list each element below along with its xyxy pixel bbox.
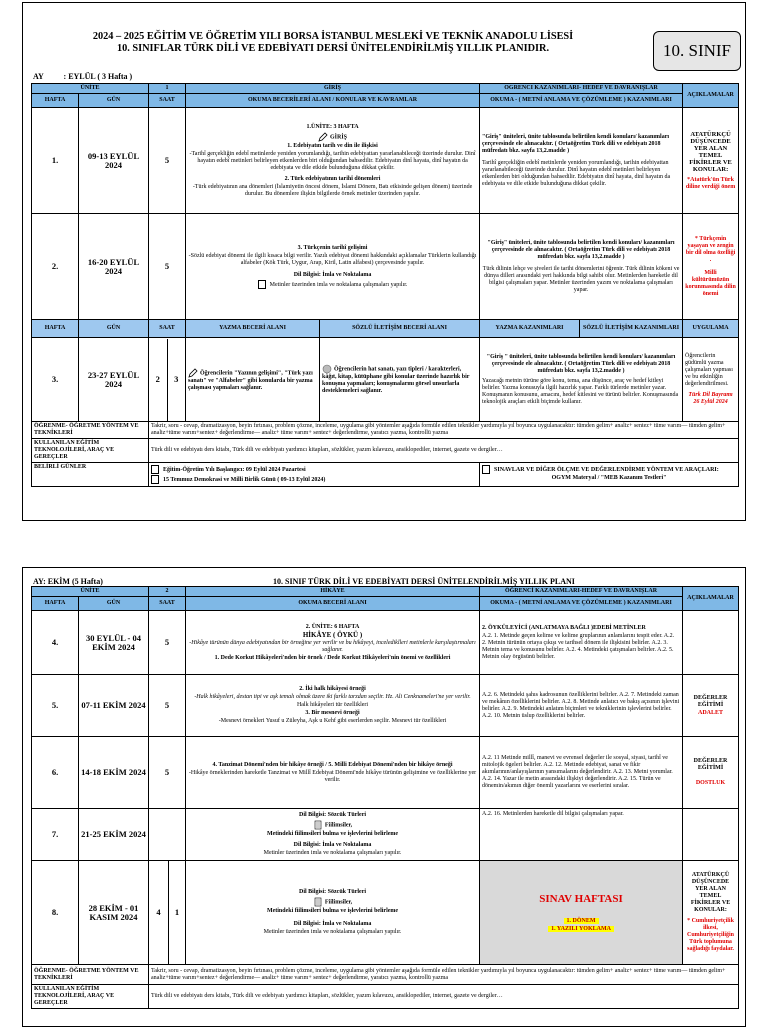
grammar-text: Metinler üzerinden imla ve noktalama çalışmaları yapılır. xyxy=(269,281,408,288)
pen-icon xyxy=(318,132,328,142)
sozlu-content xyxy=(320,338,480,422)
gun-header: GÜN xyxy=(79,320,149,338)
week-hours: 5 xyxy=(149,675,186,737)
topic-text: -Sözlü edebiyat dönemi ile ilgili kısaca bilgi verilir. Yazılı edebiyat dönemi hakkındaki açıklamalar Türklerin kullandığı alfabeler (Kök Türk, Uygur, Arap, Kiril, Latin alfabesi) çerçevesinde yapılır. xyxy=(188,252,477,266)
week-hours-2: 1 xyxy=(169,861,186,965)
hafta-header: HAFTA xyxy=(32,597,79,611)
method-text: Takrir, soru - cevap, dramatizasyon, beyin fırtınası, problem çözme, inceleme, uygulama gibi yöntemler aşağıda formüle edilen teknikler yardımıyla yıl boyunca uygulanacaktır: tümden gelim+ analiz+ sentez+ tüme varım— tümden gelim+ analiz+tüme varım+sentez+ değerlendirme— analiz+ tüme varım+ sentez+ değerlendirme, yaratıcı yazma, kontrollü yazma xyxy=(149,965,739,985)
month-label: AY: EKİM (5 Hafta) xyxy=(33,577,103,586)
grammar-title: Dil Bilgisi: İmla ve Noktalama xyxy=(293,921,372,927)
week-number: 2. xyxy=(32,214,79,320)
kazanim-content xyxy=(480,108,683,214)
topic-title: 2. İki halk hikâyesi örneği xyxy=(299,686,366,692)
week-hours xyxy=(149,338,186,422)
aciklama-cell xyxy=(683,214,739,320)
kazanim-note: "Giriş " üniteleri, ünite tablosunda belirtilen kendi konuları/ kazanımları çerçevesinde ele alınacaktır. ( Ortaöğretim Türk dili ve edebiyatı 2018 müfredatı bkz. sayfa 13,2.madde ) xyxy=(486,353,676,374)
okuma-kazanim-header: OKUMA - ( METNİ ANLAMA VE ÇÖZÜMLEME ) KAZANIMLARI xyxy=(480,94,683,108)
topic-text: -Hikâye türünün dünya edebiyatından bir örneğine yer verilir ve bu hikâyeyi, incelediklleri metinlerle karşılaştırmaları sağlanır. xyxy=(189,639,476,653)
month-label xyxy=(33,72,132,81)
exam-week-cell xyxy=(480,861,683,965)
grammar-title: Dil Bilgisi: İmla ve Noktalama xyxy=(293,271,372,278)
topic-title: 3. Bir mesnevi örneği xyxy=(305,710,360,716)
table-row xyxy=(32,737,739,809)
kazanim-content xyxy=(480,214,683,320)
checkbox-icon xyxy=(258,280,266,289)
school-title: 2024 – 2025 EĞİTİM VE ÖĞRETİM YILI BORSA İSTANBUL MESLEKİ VE TEKNİK ANADOLU LİSESİ xyxy=(92,31,574,42)
section-title: HİKÂYE ( ÖYKÜ ) xyxy=(302,630,363,639)
values-topic: ADALET xyxy=(698,709,724,716)
term-label: 1. DÖNEM xyxy=(564,918,599,924)
table-row xyxy=(32,675,739,737)
sozlu-text: Öğrencilerin hat sanatı, yazı tipleri / karakterleri, kâğıt, kitap, kütüphane gibi konular üzerinde hazırlık bir konuşma yapmaları; konuşmalarını görsel unsurlarla desteklemeleri sağlanır. xyxy=(322,366,470,394)
month-value: : EYLÜL ( 3 Hafta ) xyxy=(63,72,133,81)
topic-text: -Tarihî gerçekliğin edebî metinlerde yeniden yorumlandığı, tarihin edebiyattan yararlanabileceği üzerinde durulur. Dinî hayatın edebî metinleri belirleyen etkenlerden biri olduğundan bahsedilir. Edebiyatın dinî hayata, dinî hayatın da edebiyata ve dile etkide bulunduğuna dikkat çekilir. xyxy=(189,150,476,171)
sozlu-hours: 3 xyxy=(174,374,179,384)
kazanim-content xyxy=(480,809,683,861)
grammar-topic: Fiilimsiler, xyxy=(324,899,353,906)
section-title: GİRİŞ xyxy=(330,133,348,140)
saat-header: SAAT xyxy=(149,94,186,108)
week-number: 4. xyxy=(32,611,79,675)
table-row xyxy=(32,108,739,214)
ataturk-title: ATATÜRKÇÜ DÜŞÜNCEDE YER ALAN TEMEL FİKİRLER VE KONULAR: xyxy=(689,130,732,173)
table-row xyxy=(32,861,739,965)
hafta-header: HAFTA xyxy=(32,94,79,108)
okuma-kazanim-header: OKUMA - ( METNİ ANLAMA VE ÇÖZÜMLEME ) KAZANIMLARI xyxy=(480,597,683,611)
ataturk-title: ATATÜRKÇÜ DÜŞÜNCEDE YER ALAN TEMEL FİKİRLER VE KONULAR: xyxy=(690,872,731,913)
grammar-text: Metinler üzerinden imla ve noktalama çalışmaları yapılır. xyxy=(263,850,402,856)
method-text: Takrir, soru - cevap, dramatizasyon, beyin fırtınası, problem çözme, inceleme, uygulama gibi yöntemler aşağıda formüle edilen teknikler yardımıyla yıl boyunca uygulanacaktır: tümden gelim+ analiz+ sentez+ tüme varım— tümden gelim+ analiz+tüme varım+sentez+ değerlendirme— analiz+ tüme varım+ sentez+ değerlendirme, yaratıcı yazma, kontrollü yazma xyxy=(149,422,739,439)
yazma-hours: 2 xyxy=(149,339,168,421)
week-dates: 28 EKİM - 01 KASIM 2024 xyxy=(79,861,149,965)
week-dates: 23-27 EYLÜL 2024 xyxy=(79,338,149,422)
topic-title: 2. Türk edebiyatının tarihî dönemleri xyxy=(284,175,381,182)
unit-number: 1 xyxy=(149,84,186,94)
tools-label: KULLANILAN EĞİTİM TEKNOLOJİLERİ, ARAÇ VE GEREÇLER xyxy=(32,439,149,463)
kazanim-text: Tarihî gerçekliğin edebî metinlerde yeniden yorumlandığı, tarihin edebiyattan yararlanabileceği üzerinde durulur. Dinî hayatın edebî metinleri belirleyen etkenlerden biri olduğundan bahsedilir. Edebiyatın dinî hayata, dinî hayatın da edebiyata ve dile etkide bulunduğuna dikkat çekilir. xyxy=(482,159,671,187)
pen-icon xyxy=(188,368,198,378)
uygulama-header: UYGULAMA xyxy=(683,320,739,338)
topic-text: -Hikâye örneklerinden hareketle Tanzimat ve Millî Edebiyat Dönemi'nde hikâye türünün gelişimine ve özelliklerine yer verilir. xyxy=(188,769,477,783)
table-row xyxy=(32,809,739,861)
exam-text: OGYM Materyal / "MEB Kazanım Testleri" xyxy=(551,475,667,481)
topic-title: 1. Edebiyatın tarih ve din ile ilişkisi xyxy=(287,142,378,149)
week-dates: 09-13 EYLÜL 2024 xyxy=(79,108,149,214)
page-october xyxy=(22,567,746,1027)
unit-name: GİRİŞ xyxy=(186,84,480,94)
yazma-kazanim-header: YAZMA KAZANIMLARI xyxy=(480,320,580,338)
kazanim-header: ÖĞRENCİ KAZANIMLARI-HEDEF VE DAVRANIŞLAR xyxy=(480,587,683,597)
topic-text: -Mesnevi örnekleri Yusuf u Züleyha, Aşk u Kehf gibi eserlerden seçilir. Mesnevi tür özellikleri xyxy=(218,718,447,724)
week-dates: 21-25 EKİM 2024 xyxy=(79,809,149,861)
topic-text: Halk hikâyeleri tür özellikleri xyxy=(296,702,369,708)
exam-label: 1. YAZILI YOKLAMA xyxy=(548,926,614,932)
unit-label: ÜNİTE xyxy=(32,84,149,94)
kazanim-text: A.2. 16. Metinlerden hareketle dil bilgisi çalışmaları yapar. xyxy=(482,811,624,817)
uygulama-text: Öğrencilerin güdümlü yazma çalışmaları yapması ve bu etkinliğin değerlendirilmesi. xyxy=(685,353,733,387)
kazanim-text: A.2. 6. Metindeki şahıs kadrosunun özelliklerini belirler. A.2. 7. Metindeki zaman ve mekânın özelliklerini belirler. A.2. 8. Metinde anlatıcı ve bakış açısının işlevini belirler. A.2. 9. Metindeki anlatım biçimleri ve tekniklerinin işlevlerini belirler. A.2. 10. Metnin üslup özelliklerini belirler. xyxy=(482,691,680,719)
yazma-content xyxy=(186,338,320,422)
hafta-header: HAFTA xyxy=(32,320,79,338)
grammar-title: Dil Bilgisi: Sözcük Türleri xyxy=(298,812,367,818)
okuma-content xyxy=(186,675,480,737)
ataturk-topic: * Cumhuriyetçilik ilkesi, Cumhuriyetçiliğin Türk toplumuna sağladığı faydalar. xyxy=(687,918,735,952)
grammar-text: Metinler üzerinden imla ve noktalama çalışmaları yapılır. xyxy=(263,929,402,935)
kazanim-text: Türk dilinin lehçe ve şiveleri ile tarihi dönemlerini öğrenir. Türk dilinin kökeni ve dünya dilleri arasındaki yeri hakkında bilgi sahibi olur. Metinlerden hareketle dil bilgisi çalışmaları yapar. Metinler üzerinden yazım ve noktalama çalışmaları yapar. xyxy=(482,265,680,293)
gun-header: GÜN xyxy=(79,597,149,611)
week-hours: 5 xyxy=(149,737,186,809)
unit-label: ÜNİTE xyxy=(32,587,149,597)
unit-duration: 1.ÜNİTE: 3 HAFTA xyxy=(306,123,359,130)
week-number: 1. xyxy=(32,108,79,214)
document-icon xyxy=(313,897,323,907)
page2-header xyxy=(33,577,733,586)
special-days-label: BELİRLİ GÜNLER xyxy=(32,463,149,487)
aciklamalar-header: AÇIKLAMALAR xyxy=(683,84,739,108)
sozlu-kazanim-header: SÖZLÜ İLETİŞİM KAZANIMLARI xyxy=(580,320,683,338)
week-number: 7. xyxy=(32,809,79,861)
method-label: ÖĞRENME- ÖĞRETME YÖNTEM VE TEKNİKLERİ xyxy=(32,965,149,985)
exam-week-title: SINAV HAFTASI xyxy=(539,892,623,905)
okuma-content xyxy=(186,611,480,675)
values-title: DEĞERLER EĞİTİMİ xyxy=(693,758,728,771)
okuma-content xyxy=(186,737,480,809)
ataturk-topic: *Atatürk'ün Türk diline verdiği önem xyxy=(685,176,736,190)
grade-badge: 10. SINIF xyxy=(653,31,741,71)
week-hours: 5 xyxy=(149,108,186,214)
yazma-text: Öğrencilerin "Yazının gelişimi", "Türk yazı sanatı" ve "Alfabeler" gibi konularda bir yazma çalışması yapmaları sağlanır. xyxy=(188,369,313,391)
checkbox-icon xyxy=(151,475,159,484)
week-hours: 5 xyxy=(149,214,186,320)
special-day: Türk Dil Bayramı 26 Eylül 2024 xyxy=(688,392,733,405)
grammar-text: Metindeki fiilimsileri bulma ve işlevlerini belirleme xyxy=(266,831,399,837)
okuma-content xyxy=(186,861,480,965)
table-row xyxy=(32,611,739,675)
grammar-text: Metindeki fiilimsileri bulma ve işlevlerini belirleme xyxy=(266,908,399,914)
grammar-topic: Fiilimsiler, xyxy=(324,822,353,829)
document-header xyxy=(23,31,643,55)
speech-icon xyxy=(322,364,332,374)
special-days-list xyxy=(149,463,480,487)
checkbox-icon xyxy=(482,465,490,474)
kazanim-note: "Giriş" üniteleri, ünite tablosunda belirtilen kendi konuları/ kazanımları çerçevesinde ele alınacaktır. ( Ortaöğretim Türk dili ve edebiyatı 2018 müfredatı bkz. sayfa 13,2.madde ) xyxy=(487,239,675,260)
kazanim-note: "Giriş" üniteleri, ünite tablosunda belirtilen kendi konuları/ kazanımları çerçevesinde ele alınacaktır. ( Ortaöğretim Türk dili ve edebiyatı 2018 müfredatı bkz. sayfa 13,2.madde ) xyxy=(482,133,670,154)
week-number: 8. xyxy=(32,861,79,965)
checkbox-icon xyxy=(151,465,159,474)
special-day-item: Eğitim-Öğretim Yılı Başlangıcı: 09 Eylül 2024 Pazartesi xyxy=(163,466,306,473)
saat-header: SAAT xyxy=(149,320,186,338)
aciklamalar-header: AÇIKLAMALAR xyxy=(683,587,739,611)
aciklama-topic: Milli kültürümüzün korunmasında dilin önemi xyxy=(685,269,736,297)
okuma-content xyxy=(186,214,480,320)
topic-title: 3. Türkçenin tarihî gelişimi xyxy=(297,244,368,251)
exam-label: SINAVLAR VE DİĞER ÖLÇME VE DEĞERLENDİRME YÖNTEM VE ARAÇLARI: xyxy=(494,466,719,473)
topic-text: -Türk edebiyatının ana dönemleri (İslamiyetin öncesi dönem, İslami Dönem, Batı etkisinde gelişen dönem) üzerinde durulur. Bu dönemlere ilişkin bilgilerde örnek metinler üzerinden yapılır. xyxy=(192,183,473,197)
week-hours: 5 xyxy=(149,611,186,675)
kazanim-content xyxy=(480,611,683,675)
sozlu-header: SÖZLÜ İLETİŞİM BECERİ ALANI xyxy=(320,320,480,338)
table-row xyxy=(32,338,739,422)
aciklama-cell xyxy=(683,611,739,675)
table-row xyxy=(32,214,739,320)
tools-text: Türk dili ve edebiyatı ders kitabı, Türk dili ve edebiyatı yardımcı kitapları, sözlükler, yazım kılavuzu, ansiklopediler, internet, gazete ve dergiler… xyxy=(149,439,739,463)
kazanim-header: OGRENCI KAZANIMLARI- HEDEF VE DAVRANIŞLAR xyxy=(480,84,683,94)
unit-number: 2 xyxy=(149,587,186,597)
september-plan-table xyxy=(31,83,739,487)
week-dates: 07-11 EKİM 2024 xyxy=(79,675,149,737)
method-label: ÖĞRENME- ÖĞRETME YÖNTEM VE TEKNİKLERİ xyxy=(32,422,149,439)
week-dates: 14-18 EKİM 2024 xyxy=(79,737,149,809)
month-key: AY xyxy=(33,72,44,81)
kazanim-content xyxy=(480,675,683,737)
plan-title: 10. SINIFLAR TÜRK DİLİ VE EDEBİYATI DERSİ ÜNİTELENDİRİLMİŞ YILLIK PLANIDIR. xyxy=(116,43,550,54)
grammar-title: Dil Bilgisi: İmla ve Noktalama xyxy=(293,842,372,848)
tools-label: KULLANILAN EĞİTİM TEKNOLOJİLERİ, ARAÇ VE GEREÇLER xyxy=(32,985,149,1009)
topic-title: 4. Tanzimat Dönemi'nden bir hikâye örneği / 5. Milli Edebiyat Dönemi'nden bir hikâye örneği xyxy=(212,761,453,768)
plan-title: 10. SINIF TÜRK DİLİ VE EDEBİYATI DERSİ ÜNİTELENDİRİLMİŞ YILLIK PLANI xyxy=(273,577,575,586)
kazanim-text: A.2. 11 Metinde millî, manevi ve evrensel değerler ile sosyal, siyasi, tarihî ve mitolojik ögeleri belirler. A.2. 12. Metinde edebiyat, sanat ve fikir akımlarının/anlayışlarının yansımalarını değerlendirir. A.2. 13. Metni yorumlar. A.2. 14. Yazar ile metin arasındaki ilişkiyi değerlendirir. A.2. 15. Türün ve dönemin/akımın diğer önemli yazarlarını ve eserlerini sıralar. xyxy=(482,755,673,789)
values-title: DEĞERLER EĞİTİMİ xyxy=(693,694,728,708)
okuma-header: OKUMA BECERİ ALANI xyxy=(186,597,480,611)
okuma-header: OKUMA BECERİLERİ ALANI / KONULAR VE KAVRAMLAR xyxy=(186,94,480,108)
topic-text: -Halk hikâyeleri, destan tipi ve aşk temalı olmak üzere iki farklı tarzdan seçilir. Hz. Ali Cenknameleri'ne yer verilir. xyxy=(194,694,471,700)
kazanim-content xyxy=(480,737,683,809)
kazanim-text: Yazacağı metnin türüne göre konu, tema, ana düşünce, araç ve hedef kitleyi belirler. Yazma konusuyla ilgili hazırlık yapar. Farklı türlerde metinler yazar. Konuşmanın konusunu, amacını, hedef kitlesini ve türünü belirler. Konuşmasında teknolojik araçları etkili biçimde kullanır. xyxy=(482,377,679,405)
kazanim-content xyxy=(480,338,683,422)
okuma-content xyxy=(186,809,480,861)
week-hours xyxy=(149,809,186,861)
tools-text: Türk dili ve edebiyatı ders kitabı, Türk dili ve edebiyatı yardımcı kitapları, sözlükler, yazım kılavuzu, ansiklopediler, internet, gazete ve dergiler… xyxy=(149,985,739,1009)
kazanim-title: 2. ÖYKÜLEYİCİ (ANLATMAYA BAĞLI )EDEBİ METİNLER xyxy=(482,624,646,631)
document-icon xyxy=(313,820,323,830)
special-day-item: 15 Temmuz Demokrasi ve Milli Birlik Günü ( 09-13 Eylül 2024) xyxy=(163,476,326,483)
week-hours-1: 4 xyxy=(149,861,169,965)
page-september xyxy=(22,2,746,521)
exam-info xyxy=(480,463,739,487)
aciklama-topic: * Türkçenin yaşayan ve zengin bir dil olma özelliği . xyxy=(685,235,736,263)
okuma-content xyxy=(186,108,480,214)
aciklama-cell xyxy=(683,861,739,965)
values-topic: DOSTLUK xyxy=(695,780,726,786)
week-dates: 16-20 EYLÜL 2024 xyxy=(79,214,149,320)
saat-header: SAAT xyxy=(149,597,186,611)
yazma-header: YAZMA BECERİ ALANI xyxy=(186,320,320,338)
week-dates: 30 EYLÜL - 04 EKİM 2024 xyxy=(79,611,149,675)
uygulama-cell xyxy=(683,338,739,422)
aciklama-cell xyxy=(683,737,739,809)
kazanim-text: A.2. 1. Metinde geçen kelime ve kelime gruplarının anlamlarını tespit eder. A.2. 2. Metnin türünün ortaya çıkışı ve tarihsel dönem ile ilişkisini belirler. A.2. 3. Metnin tema ve konusunu belirler. A.2. 4. Metindeki çatışmaları belirler. A.2. 5. Metnin olay örgüsünü belirler. xyxy=(482,632,675,660)
aciklama-cell xyxy=(683,809,739,861)
unit-name: HİKÂYE xyxy=(186,587,480,597)
aciklama-cell xyxy=(683,108,739,214)
unit-duration: 2. ÜNİTE: 6 HAFTA xyxy=(305,623,360,630)
gun-header: GÜN xyxy=(79,94,149,108)
grammar-title: Dil Bilgisi: Sözcük Türleri xyxy=(298,889,367,895)
week-number: 3. xyxy=(32,338,79,422)
topic-title: 1. Dede Korkut Hikâyeleri'nden bir örnek / Dede Korkut Hikâyeleri'nin önemi ve özellikleri xyxy=(214,654,451,661)
week-number: 6. xyxy=(32,737,79,809)
aciklama-cell xyxy=(683,675,739,737)
october-plan-table xyxy=(31,586,739,1009)
week-number: 5. xyxy=(32,675,79,737)
